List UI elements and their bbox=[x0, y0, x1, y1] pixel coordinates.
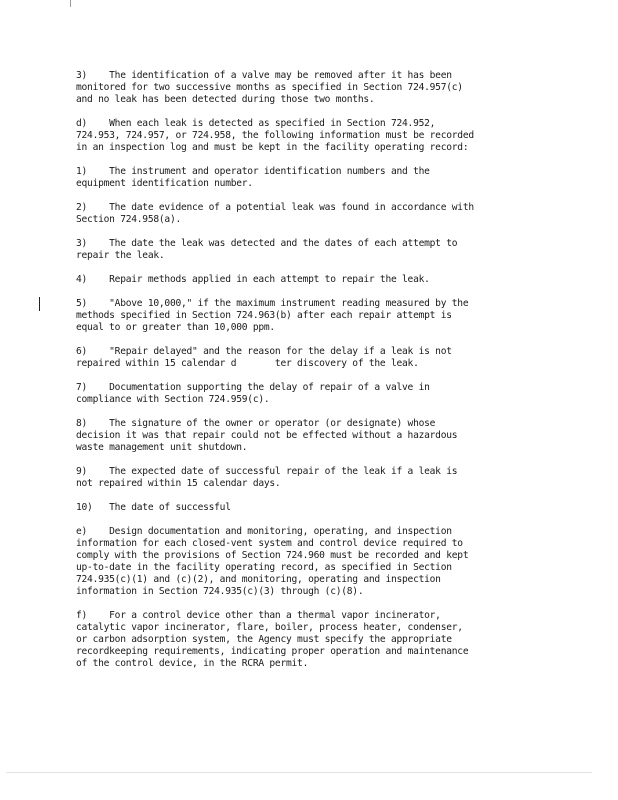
margin-change-bar bbox=[39, 297, 40, 311]
paragraph-6-repair-delayed: 6) "Repair delayed" and the reason for the delay if a leak is not repaired within 15 calendar d ter discovery of the leak. bbox=[76, 346, 452, 369]
paragraph-d-leak-record: d) When each leak is detected as specified in Section 724.952, 724.953, 724.957, or 724.958, the following information must be recorded in an inspection log and must be kept in the facility operating record: bbox=[76, 118, 474, 153]
paragraph-9-expected-date: 9) The expected date of successful repair of the leak if a leak is not repaired within 15 calendar days. bbox=[76, 466, 458, 489]
paragraph-f-control-device: f) For a control device other than a thermal vapor incinerator, catalytic vapor incinerator, flare, boiler, process heater, condenser, or carbon adsorption system, the Agency must specify the appropriate recordkeeping requirements, indicating proper operation and maintenance of the control device, in the RCRA permit. bbox=[76, 610, 469, 669]
paragraph-3-valve-identification: 3) The identification of a valve may be removed after it has been monitored for two successive months as specified in Section 724.957(c) and no leak has been detected during those two months. bbox=[76, 70, 463, 105]
paragraph-10-date-successful: 10) The date of successful bbox=[76, 502, 231, 513]
paragraph-1-identification-numbers: 1) The instrument and operator identification numbers and the equipment identification number. bbox=[76, 166, 430, 189]
scan-edge-mark bbox=[70, 0, 71, 7]
paragraph-8-signature: 8) The signature of the owner or operator (or designate) whose decision it was that repair could not be effected without a hazardous waste management unit shutdown. bbox=[76, 418, 458, 453]
paragraph-5-above-10000: 5) "Above 10,000," if the maximum instrument reading measured by the methods specified in Section 724.963(b) after each repair attempt is equal to or greater than 10,000 ppm. bbox=[76, 298, 469, 333]
scan-bottom-edge bbox=[6, 772, 592, 773]
paragraph-2-date-evidence: 2) The date evidence of a potential leak was found in accordance with Section 724.958(a). bbox=[76, 202, 474, 225]
paragraph-3-date-detected: 3) The date the leak was detected and the dates of each attempt to repair the leak. bbox=[76, 238, 458, 261]
paragraph-4-repair-methods: 4) Repair methods applied in each attempt to repair the leak. bbox=[76, 274, 430, 285]
paragraph-7-documentation: 7) Documentation supporting the delay of repair of a valve in compliance with Section 724.959(c). bbox=[76, 382, 430, 405]
paragraph-e-design-documentation: e) Design documentation and monitoring, operating, and inspection information for each closed-vent system and control device required to comply with the provisions of Section 724.960 must be recorded and kept up-to-date in the facility operating record, as specified in Section 724.935(c)(1) and (c)(2), and monitoring, operating and inspection information in Section 724.935(c)(3) through (c)(8). bbox=[76, 526, 469, 597]
